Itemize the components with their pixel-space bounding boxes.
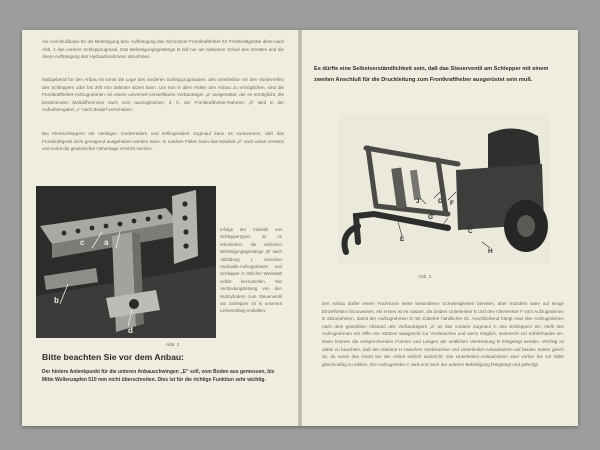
left-paragraph-1: Als Anschlußbasis für die Befestigung bzw. Aufhängung des Schmotzer Frontkraftheber für Frontkraftgeräte dient nach Abb. 1 das vordere Schleppzugmaul. Das Befestigungsgestänge B soll nur am seitlichen Schuh des Gerätes und die obere Aufhängung des Hydraulikrahmens abnehmen. bbox=[42, 39, 284, 60]
booklet-spread bbox=[22, 30, 578, 426]
figure-label-k: K bbox=[444, 224, 449, 231]
right-page-heading: Es dürfte eine Selbstverständlichkeit sein, daß das Steuerventil am Schlepper mit einem zweiten Anschluß für die Druckleitung zum Frontkraftheber ausgerüstet sein muß. bbox=[314, 66, 549, 83]
figure-label-h: H bbox=[488, 248, 493, 255]
notice-text: Der hintere Anlenkpunkt für die unteren Anbauschwingen „E“ soll, vom Boden aus gemessen, bis Mitte Wellenzapfen 510 mm nicht überschreiten. Dies ist für die richtige Funktion sehr wichtig. bbox=[42, 369, 275, 384]
figure-label-g: G bbox=[428, 214, 433, 221]
figure-label-f: F bbox=[450, 200, 454, 207]
left-page bbox=[22, 30, 298, 426]
figure-caption-abb-2: Abb. 2 bbox=[166, 342, 180, 347]
right-paragraph: Der Anbau dürfte einem Fachmann keine besonderen Schwierigkeiten bereiten, aber trotzdem wäre auf einige Einzelheiten hinzuweisen. Als erstes ist es ratsam, die beiden Unterlenker E und den Oberlenker F vom Aufzugrahmen D abzunehmen, damit der Aufzugrahmen D mit Zubehör handlicher ist. Anschließend hängt man den Aufzugrahmen nach dem gewählten Abstand des Vorbauträgers „a“ an das vordere Zugmaul G des Schleppers ein, stellt den Aufzugrahmen mit Hilfe von Stützen waagrecht zur Vorderachse und wenn möglich, senkrecht zur Kühlerhaube ein. Dann können die entsprechenden Formen und Längen der seitlichen Verstrebung B festgelegt werden. Wichtig ist dabei zu beachten, daß der Abstand H zwischen Vorderachse und Unterlenker-Anbaubolzen auf beiden Seiten gleich ist, da sonst das Gerät bei der Arbeit seitlich ausbricht. Die Unterlenker-Anbaubolzen sind vorher bis zur Mitte gleichmäßig zu stellen. Die Aufzugstrebe C wird erst nach der unteren Befestigung festgelegt und gefertigt. bbox=[322, 301, 564, 367]
right-page bbox=[302, 30, 578, 426]
left-paragraph-2: Maßgebend für den Anbau ist somit die Lage des vorderen Schleppzugmaules, des unmittelbar vor den Vorderreifen des Schleppers oder bis 200 mm dahinter sitzen kann. Um nun in allen Fällen den Anbau zu ermöglichen, sind die Frontkraftheber-Aufzugrahmen mit einem universell verstellbaren Vorbauträger „a“ ausgerüstet, der es ermöglicht, die bestehenden Maßdifferenzen nach vorn auszugleichen, d. h. der Frontkraftheber-Rahmen „b“ wird in der Aufnahmegabel „c“ nach Bedarf verschoben. bbox=[42, 77, 284, 113]
figure-label-b: b bbox=[54, 296, 59, 305]
notice-heading: Bitte beachten Sie vor dem Anbau: bbox=[42, 352, 184, 362]
left-paragraph-3: Bei Kleinschleppern mit niedrigen Vorderrädern und tiefliegendem Zugmaul kann es vorkommen, daß das Frontkraftgerät nicht genügend ausgehoben werden kann. In solchen Fällen kann das Maulteil „d“ nach unten versetzt und somit die gewünschte Höhenlage erreicht werden. bbox=[42, 131, 284, 152]
figure-label-c: C bbox=[468, 228, 473, 235]
figure-label-j: J bbox=[416, 198, 420, 205]
figure-label-a: a bbox=[104, 238, 109, 247]
figure-label-d: D bbox=[438, 198, 443, 205]
figure-caption-abb-3: Abb. 3 bbox=[418, 274, 432, 279]
figure-label-e: E bbox=[400, 236, 405, 243]
figure-label-c: c bbox=[80, 238, 85, 247]
left-paragraph-4: Infolge der Vielzahl von Schleppertypen ist es erforderlich, die seitlichen Befestigungsgestänge „B“ nach Abbildung 1 zwischen Hydraulik-Aufzugrahmen und Schlepper in örtlicher Werkstatt selbst herzustellen. Die Verbindungsleitung von den Hubzylindern zum Steuerventil am Schlepper ist in unserem Lieferumfang enthalten. bbox=[220, 227, 282, 314]
figure-label-d: d bbox=[128, 326, 133, 335]
